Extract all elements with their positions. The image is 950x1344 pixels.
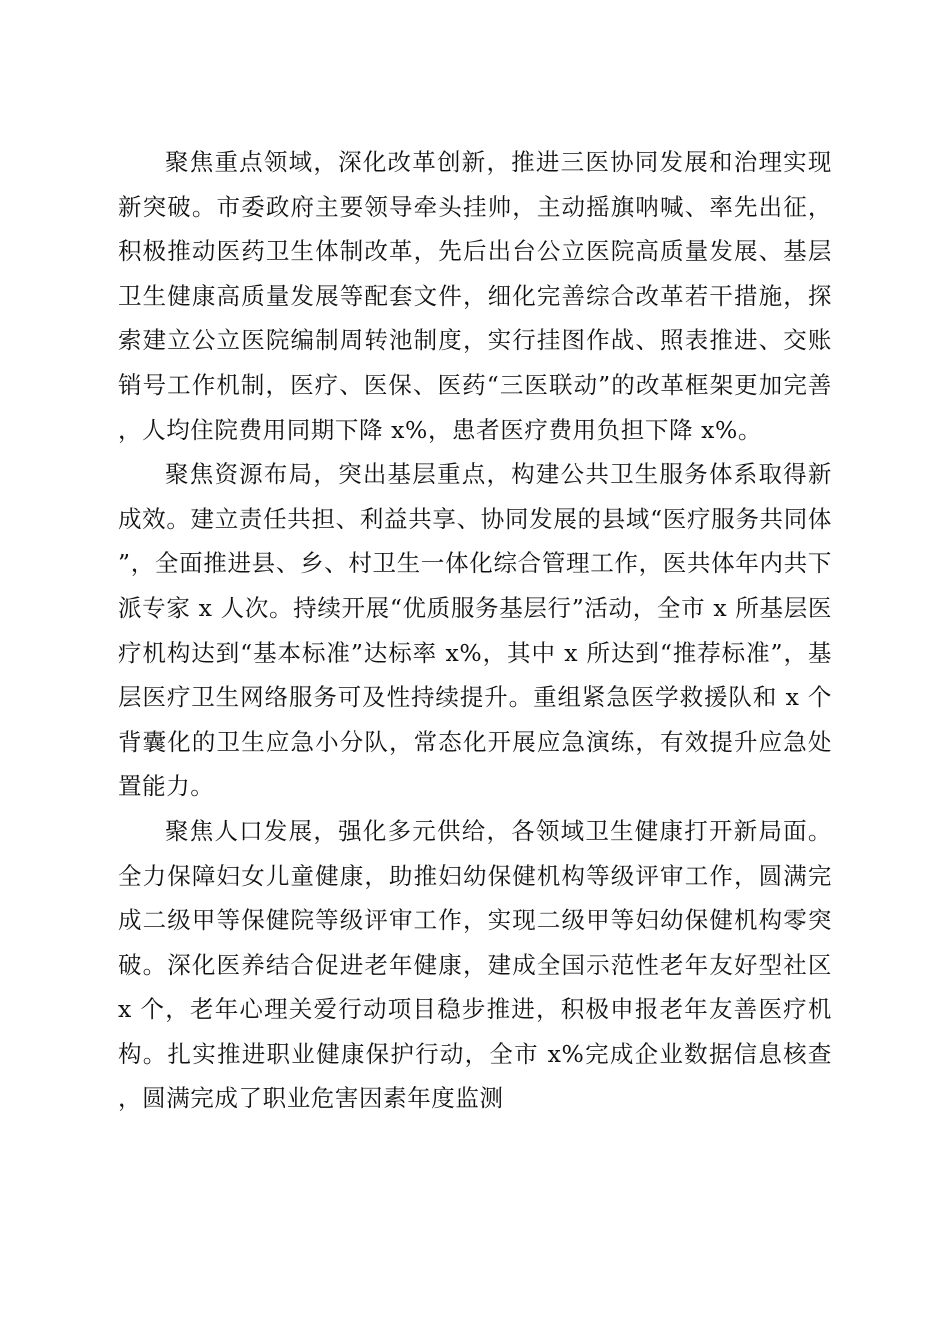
document-body xyxy=(118,140,832,1121)
paragraph-population-development: 聚焦人口发展，强化多元供给，各领域卫生健康打开新局面。全力保障妇女儿童健康，助推妇幼保健机构等级评审工作，圆满完成二级甲等保健院等级评审工作，实现二级甲等妇幼保健机构零突破。深化医养结合促进老年健康，建成全国示范性老年友好型社区 x 个，老年心理关爱行动项目稳步推进，积极申报老年友善医疗机构。扎实推进职业健康保护行动，全市 x%完成企业数据信息核查，圆满完成了职业危害因素年度监测 xyxy=(118,816,832,1113)
paragraph-medical-reform: 聚焦重点领域，深化改革创新，推进三医协同发展和治理实现新突破。市委政府主要领导牵头挂帅，主动摇旗呐喊、率先出征，积极推动医药卫生体制改革，先后出台公立医院高质量发展、基层卫生健康高质量发展等配套文件，细化完善综合改革若干措施，探索建立公立医院编制周转池制度，实行挂图作战、照表推进、交账销号工作机制，医疗、医保、医药“三医联动”的改革框架更加完善，人均住院费用同期下降 x%，患者医疗费用负担下降 x%。 xyxy=(118,148,832,444)
paragraph-public-health-system: 聚焦资源布局，突出基层重点，构建公共卫生服务体系取得新成效。建立责任共担、利益共享、协同发展的县域“医疗服务共同体”，全面推进县、乡、村卫生一体化综合管理工作，医共体年内共下派专家 x 人次。持续开展“优质服务基层行”活动，全市 x 所基层医疗机构达到“基本标准”达标率 x%，其中 x 所达到“推荐标准”，基层医疗卫生网络服务可及性持续提升。重组紧急医学救援队和 x 个背囊化的卫生应急小分队，常态化开展应急演练，有效提升应急处置能力。 xyxy=(118,460,832,801)
